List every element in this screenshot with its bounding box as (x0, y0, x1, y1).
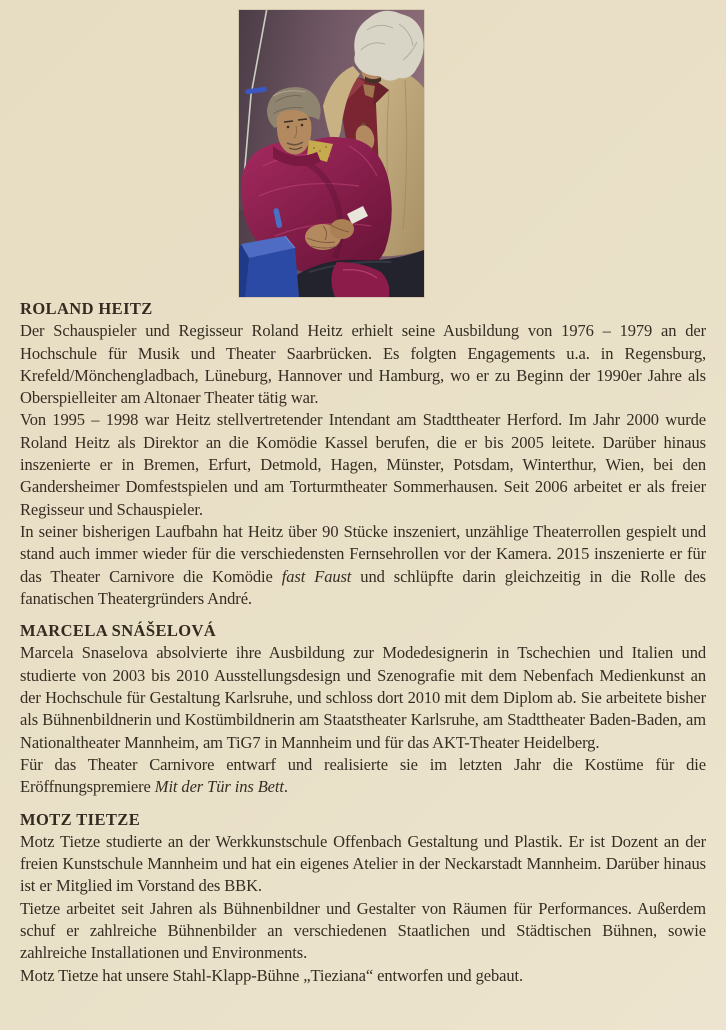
bio-paragraph: Tietze arbeitet seit Jahren als Bühnenbildner und Gestalter von Räumen für Performances. Außerdem schuf er zahlreiche Bühnenbilder an verschiedenen Staatlichen und Städtischen Bühnen, sowie zahlreiche Installationen und Environments. (20, 898, 706, 963)
production-photo (239, 10, 424, 297)
bio-text: und schlüpfte darin gleichzeitig in die Rolle des fanatischen Theatergründers André. (20, 566, 706, 608)
photo-illustration (239, 10, 424, 297)
section-roland-heitz (20, 298, 706, 610)
play-title: Mit der Tür ins Bett (154, 777, 284, 797)
bio-paragraph: Von 1995 – 1998 war Heitz stellvertretender Intendant am Stadttheater Herford. Im Jahr 2000 wurde Roland Heitz als Direktor an die Komödie Kassel berufen, die er bis 2005 leitete. Darüber hinaus inszenierte er in Bremen, Erfurt, Detmold, Hagen, Münster, Potsdam, Winterthur, Wien, bei den Gandersheimer Domfestspielen und am Torturmtheater Sommerhausen. Seit 2006 arbeitet er als freier Regisseur und Schauspieler. (20, 410, 706, 519)
bio-paragraph (20, 521, 706, 610)
bio-text: Für das Theater Carnivore entwarf und realisierte sie im letzten Jahr die Kostüme für die Eröffnungspremiere (20, 754, 706, 797)
blue-box (239, 236, 299, 297)
bio-paragraph: Marcela Snaselova absolvierte ihre Ausbildung zur Modedesignerin in Tschechien und Italien und studierte von 2003 bis 2010 Ausstellungsdesign und Szenografie mit dem Nebenfach Medienkunst an der Hochschule für Gestaltung Karlsruhe, und schloss dort 2010 mit dem Diplom ab. Sie arbeitete bisher als Bühnenbildnerin und Kostümbildnerin am Staatstheater Karlsruhe, am Stadttheater Baden-Baden, am Nationaltheater Mannheim, am TiG7 in Mannheim und für das AKT-Theater Heidelberg. (20, 643, 706, 752)
bio-paragraph: Motz Tietze hat unsere Stahl-Klapp-Bühne „Tieziana“ entworfen und gebaut. (20, 965, 524, 985)
play-title: fast Faust (281, 566, 352, 586)
section-heading: MOTZ TIETZE (20, 809, 141, 829)
section-marcela-snaselova (20, 620, 706, 798)
biographies (20, 298, 706, 987)
bio-paragraph: Motz Tietze studierte an der Werkkunstschule Offenbach Gestaltung und Plastik. Er ist Dozent an der freien Kunstschule Mannheim und hat ein eigenes Atelier in der Neckarstadt Mannheim. Darüber hinaus ist er Mitglied im Vorstand des BBK. (20, 831, 706, 896)
section-heading: ROLAND HEITZ (20, 299, 153, 318)
section-heading: MARCELA SNÁŠELOVÁ (20, 621, 217, 641)
bio-text: . (283, 777, 288, 797)
section-motz-tietze (20, 809, 706, 987)
bio-paragraph (20, 754, 706, 799)
bio-text: In seiner bisherigen Laufbahn hat Heitz über 90 Stücke inszeniert, unzählige Theaterrollen gespielt und stand auch immer wieder für die verschiedensten Fernsehrollen vor der Kamera. 2015 inszenierte er für das Theater Carnivore die Komödie (20, 521, 706, 586)
bio-paragraph: Der Schauspieler und Regisseur Roland Heitz erhielt seine Ausbildung von 1976 – 1979 an der Hochschule für Musik und Theater Saarbrücken. Es folgten Engagements u.a. in Regensburg, Krefeld/Mönchengladbach, Lüneburg, Hannover und Hamburg, wo er zu Beginn der 1990er Jahre als Oberspielleiter am Altonaer Theater tätig war. (20, 321, 706, 408)
